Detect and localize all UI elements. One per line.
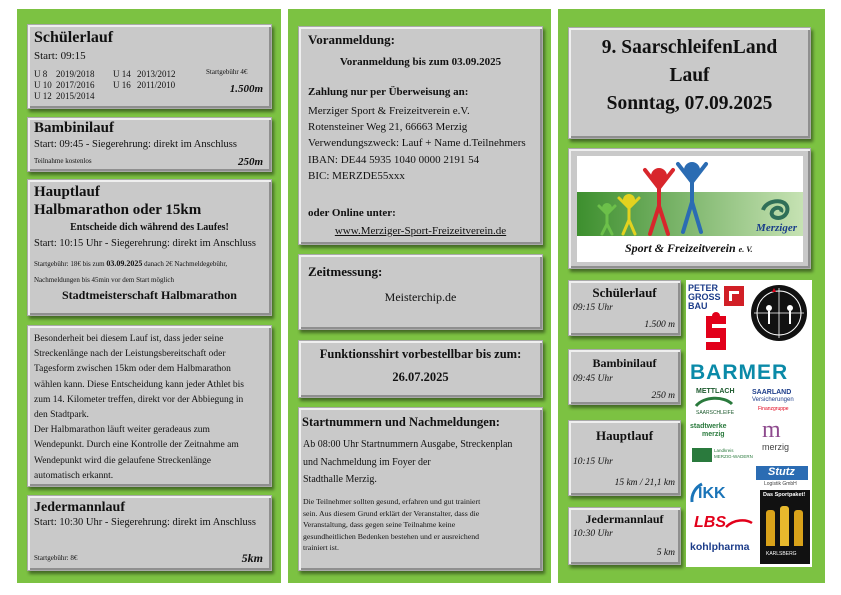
age-u8: U 8 [34, 69, 48, 79]
hauptlauf-fee-b: danach 2€ Nachmeldegebühr, [144, 260, 228, 268]
run-distance: 15 km / 21,1 km [614, 478, 675, 488]
run-title: Bambinilauf [592, 356, 657, 370]
bambinilauf-note: Teilnahme kostenlos [34, 157, 92, 165]
petergross-icon [724, 286, 744, 306]
landkreis-line2: MERZIG-WADERN [714, 454, 753, 459]
run-distance: 1.500 m [644, 320, 675, 330]
sponsor-saarland: SAARLAND [752, 389, 792, 396]
bank-detail-line: Rotensteiner Weg 21, 66663 Merzig [308, 121, 468, 134]
startnummern-title: Startnummern und Nachmeldungen: [302, 415, 500, 429]
bank-detail-line: Merziger Sport & Freizeitverein e.V. [308, 105, 470, 117]
hauptlauf-start: Start: 10:15 Uhr - Siegerehrung: direkt im Anschluss [34, 238, 256, 249]
disclaimer-line: trainiert ist. [303, 543, 339, 553]
disclaimer-line: Die Teilnehmer sollten gesund, erfahren und gut trainiert [303, 497, 481, 506]
run-box-jedermannlauf [568, 507, 681, 565]
sponsor-stadtwerke [690, 423, 727, 439]
run-distance: 5 km [656, 548, 675, 558]
sponsor-kohlpharma: kohlpharma [690, 541, 750, 553]
club-name-2 [625, 242, 753, 255]
special-info-text [34, 332, 244, 484]
special-info-box [27, 325, 272, 487]
stadtwerke-line1: stadtwerke [690, 423, 727, 430]
hauptlauf-title: Hauptlauf [34, 184, 100, 200]
club-logo [577, 156, 803, 262]
schuelerlauf-fee: Startgebühr 4€ [206, 68, 248, 76]
petergross-line1: PETER [688, 283, 719, 293]
shirt-box [298, 340, 543, 398]
sponsor-saarschleife: SAARSCHLEIFE [696, 410, 735, 416]
bank-detail-line: Verwendungszweck: Lauf + Name d.Teilnehmers [308, 137, 526, 150]
age-u16-years: 2011/2010 [137, 80, 176, 90]
run-title: Jedermannlauf [585, 512, 664, 526]
event-title-line1: 9. SaarschleifenLand [601, 37, 778, 58]
zeitmessung-value: Meisterchip.de [384, 290, 457, 304]
shirt-date: 26.07.2025 [392, 370, 449, 384]
disclaimer-line: gesundheitlichen Bedenken bestehen und er ausreichend [303, 531, 480, 541]
startnummern-line: Ab 08:00 Uhr Startnummern Ausgabe, Streckenplan [303, 439, 513, 450]
hauptlauf-fee [34, 260, 227, 269]
zeitmessung-title: Zeitmessung: [308, 264, 383, 279]
age-u12: U 12 [34, 91, 52, 101]
startnummern-line: und Nachmeldung im Foyer der [303, 456, 431, 468]
online-label: oder Online unter: [308, 207, 396, 219]
zeitmessung-box [298, 254, 543, 330]
age-u12-years: 2015/2014 [56, 91, 95, 101]
schuelerlauf-start: Start: 09:15 [34, 50, 86, 62]
mettlach-icon [694, 396, 734, 410]
special-info-line: Streckenlänge nach der Leistungsbereitschaft oder [34, 349, 226, 360]
special-info-line: zum 14. Kilometer treffen, direkt vor der Abbiegung in [34, 394, 244, 405]
hauptlauf-subtitle: Halbmarathon oder 15km [34, 202, 202, 218]
special-info-line: Wendepunkt. Durch eine Kontrolle der Zeitnahme am [34, 440, 239, 451]
special-info-line: automatisch erkannt. [34, 470, 114, 481]
sponsor-petergross [688, 284, 721, 311]
event-date: Sonntag, 07.09.2025 [606, 93, 773, 114]
sponsor-stutz-sub: Logistik GmbH [764, 481, 797, 487]
age-u10-years: 2017/2016 [56, 80, 95, 90]
run-box-bambinilauf [568, 349, 681, 405]
startnummern-box [298, 407, 543, 571]
sponsor-karlsberg: KARLSBERG [766, 551, 797, 557]
bank-detail-line: BIC: MERZDE55xxx [308, 169, 405, 182]
lbs-swoosh-icon [724, 519, 754, 529]
run-time: 10:30 Uhr [573, 529, 613, 539]
bambinilauf-distance: 250m [237, 156, 263, 168]
run-box-hauptlauf [568, 420, 681, 496]
hauptlauf-championship: Stadtmeisterschaft Halbmarathon [62, 288, 237, 302]
hauptlauf-late: Nachmeldungen bis 45min vor dem Start möglich [34, 276, 174, 284]
age-u10: U 10 [34, 80, 52, 90]
run-title: Schülerlauf [592, 285, 657, 300]
special-info-line: wählen kann. Diese Entscheidung kann jeder Athlet bis [34, 379, 245, 390]
run-distance: 250 m [651, 391, 675, 401]
sportpaket-bottles [766, 506, 804, 546]
hauptlauf-fee-a: Startgebühr: 18€ bis zum [34, 260, 105, 268]
event-title-line2: Lauf [669, 65, 710, 86]
schuelerlauf-title: Schülerlauf [34, 29, 114, 46]
shirt-title: Funktionsshirt vorbestellbar bis zum: [319, 347, 522, 361]
age-u8-years: 2019/2018 [56, 69, 95, 79]
club-name-2a: Sport & Freizeitverein [625, 241, 736, 255]
run-time: 10:15 Uhr [573, 457, 613, 467]
sponsor-barmer: BARMER [690, 361, 789, 384]
shooting-club-icon [750, 284, 808, 342]
special-info-line: Wendepunkt wird die gelaufene Streckenlänge [34, 455, 212, 466]
jedermannlauf-title: Jedermannlauf [34, 500, 125, 515]
bank-detail-line: IBAN: DE44 5935 1040 0000 2191 54 [308, 153, 480, 166]
sponsor-wall [686, 280, 812, 567]
voranmeldung-deadline: Voranmeldung bis zum 03.09.2025 [339, 56, 502, 68]
sponsor-merzig: merzig [762, 442, 790, 452]
jedermannlauf-distance: 5km [241, 551, 263, 565]
sponsor-stutz: Stutz [768, 466, 795, 478]
age-u14-years: 2013/2012 [137, 69, 176, 79]
landkreis-icon [692, 448, 712, 462]
registration-url[interactable]: www.Merziger-Sport-Freizeitverein.de [334, 225, 507, 237]
special-info-line: Der Halbmarathon läuft weiter geradeaus zum [34, 425, 210, 436]
hauptlauf-decide: Entscheide dich während des Laufes! [70, 222, 229, 233]
sponsor-merzig-mark: m [762, 417, 781, 443]
disclaimer-line: Veranstaltung, dass gegen seine Teilnahme keine [303, 520, 456, 530]
special-info-line: den Stadtpark. [34, 410, 89, 421]
special-info-line: Tagesform zwischen 15km oder dem Halbmarathon [34, 364, 231, 375]
sponsor-lbs: LBS [694, 514, 726, 531]
run-time: 09:15 Uhr [573, 303, 613, 313]
startnummern-text [303, 436, 512, 489]
sparkasse-icon [696, 312, 736, 356]
run-title: Hauptlauf [595, 428, 654, 443]
sponsor-finanzgruppe: Finanzgruppe [758, 406, 789, 412]
jedermannlauf-box [27, 495, 272, 571]
bambinilauf-box [27, 117, 272, 172]
bambinilauf-title: Bambinilauf [34, 120, 115, 136]
voranmeldung-title: Voranmeldung: [308, 32, 395, 47]
hauptlauf-fee-date: 03.09.2025 [106, 259, 143, 268]
age-u16: U 16 [113, 80, 131, 90]
age-u14: U 14 [113, 69, 131, 79]
club-name-2b: e. V. [738, 245, 753, 254]
special-info-line: Besonderheit bei diesem Lauf ist, dass jeder seine [34, 334, 224, 344]
petergross-line2: GROSS [688, 292, 721, 302]
sponsor-landkreis [714, 448, 753, 460]
jedermannlauf-start: Start: 10:30 Uhr - Siegerehrung: direkt im Anschluss [34, 517, 256, 528]
jedermannlauf-fee: Startgebühr: 8€ [34, 554, 78, 562]
run-time: 09:45 Uhr [573, 374, 613, 384]
voranmeldung-box [298, 26, 543, 245]
schuelerlauf-distance: 1.500m [229, 83, 263, 95]
sponsor-ikk: IKK [698, 485, 726, 502]
sponsor-mettlach: METTLACH [696, 388, 735, 395]
event-title-box [568, 27, 811, 139]
sponsor-sportpaket [760, 490, 810, 564]
bambinilauf-start: Start: 09:45 - Siegerehrung: direkt im Anschluss [34, 139, 237, 150]
club-logo-box [568, 148, 811, 269]
petergross-line3: BAU [688, 301, 708, 311]
landkreis-line1: Landkreis [714, 448, 734, 453]
bank-details [308, 103, 526, 184]
run-box-schuelerlauf [568, 280, 681, 336]
sportpaket-label: Das Sportpaket! [763, 492, 806, 498]
startnummern-line: Stadthalle Merzig. [303, 474, 377, 485]
stadtwerke-line2: merzig [702, 431, 725, 438]
hauptlauf-box [27, 179, 272, 316]
disclaimer-text [303, 496, 480, 554]
schuelerlauf-box [27, 24, 272, 109]
disclaimer-line: sein. Aus diesem Grund erklärt der Veranstalter, dass die [303, 508, 480, 518]
sponsor-saarland-sub: Versicherungen [752, 397, 794, 403]
payment-heading: Zahlung nur per Überweisung an: [308, 86, 469, 98]
club-name-1: Merziger [756, 222, 797, 234]
